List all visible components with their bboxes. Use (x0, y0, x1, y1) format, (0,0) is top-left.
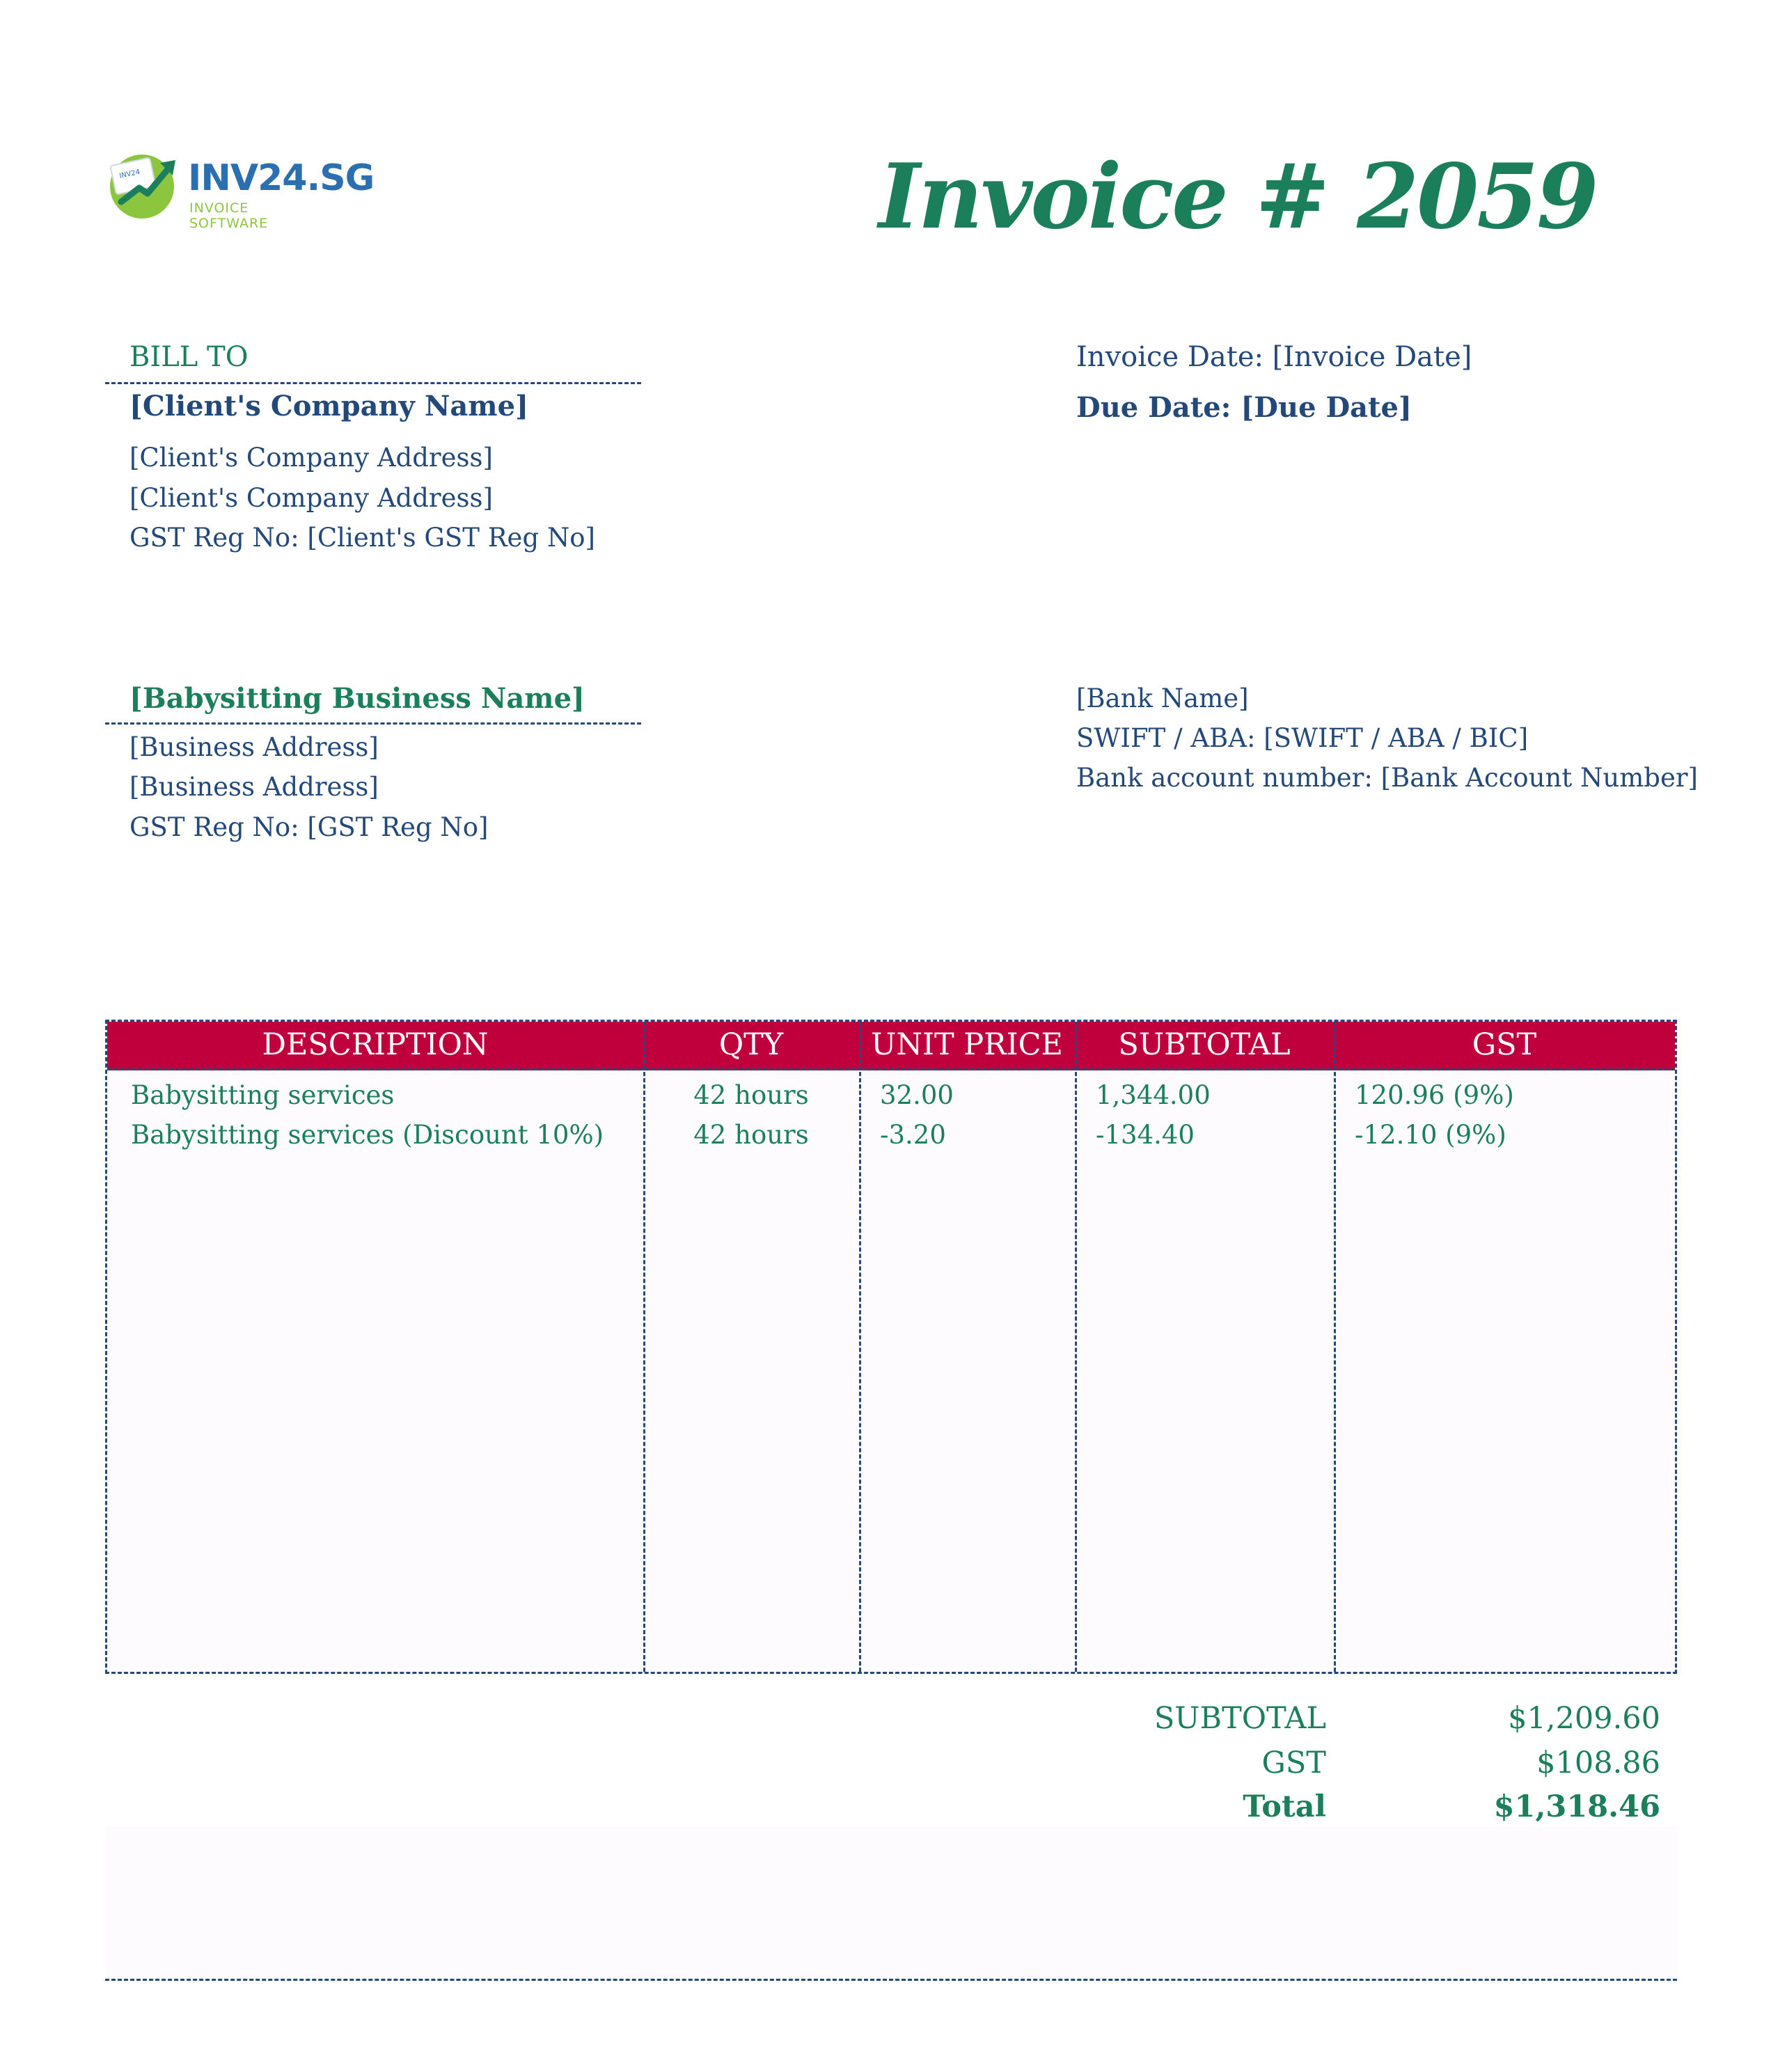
company-logo (106, 148, 375, 231)
total-label: Total (1243, 1789, 1326, 1824)
header-gst: GST (1472, 1027, 1537, 1062)
logo-icon (106, 148, 182, 224)
row-gst: 120.96 (9%) (1355, 1080, 1514, 1110)
subtotal-label: SUBTOTAL (1154, 1701, 1326, 1736)
invoice-title: Invoice # 2059 (879, 145, 1597, 249)
table-header (107, 1022, 1675, 1070)
bill-to-heading: BILL TO (129, 341, 249, 373)
row-description: Babysitting services (131, 1080, 395, 1110)
row-gst: -12.10 (9%) (1355, 1120, 1506, 1150)
gst-label: GST (1261, 1746, 1326, 1780)
column-divider (1075, 1022, 1077, 1672)
row-description: Babysitting services (Discount 10%) (131, 1120, 604, 1150)
logo-brand: INV24.SG (188, 157, 375, 199)
row-unit-price: 32.00 (880, 1080, 954, 1110)
business-address-1: [Business Address] (129, 732, 379, 762)
business-gst: GST Reg No: [GST Reg No] (129, 812, 489, 842)
logo-tagline: INVOICE SOFTWARE (189, 200, 269, 231)
client-gst: GST Reg No: [Client's GST Reg No] (129, 523, 595, 553)
business-name: [Babysitting Business Name] (129, 682, 585, 715)
business-divider (105, 722, 641, 725)
header-unit-price: UNIT PRICE (871, 1027, 1063, 1062)
header-description: DESCRIPTION (262, 1027, 489, 1062)
footer-divider (105, 1979, 1677, 1981)
header-qty: QTY (718, 1027, 784, 1062)
row-subtotal: 1,344.00 (1096, 1080, 1211, 1110)
header-subtotal: SUBTOTAL (1118, 1027, 1291, 1062)
gst-value: $108.86 (1536, 1746, 1660, 1780)
row-subtotal: -134.40 (1096, 1120, 1195, 1150)
business-address-2: [Business Address] (129, 772, 379, 802)
bank-account: Bank account number: [Bank Account Number] (1076, 763, 1698, 793)
client-address-2: [Client's Company Address] (129, 483, 493, 513)
items-table (105, 1020, 1677, 1674)
subtotal-value: $1,209.60 (1508, 1701, 1660, 1736)
row-qty: 42 hours (693, 1120, 809, 1150)
bank-swift: SWIFT / ABA: [SWIFT / ABA / BIC] (1076, 723, 1529, 753)
column-divider (859, 1022, 861, 1672)
row-unit-price: -3.20 (880, 1120, 946, 1150)
total-value: $1,318.46 (1493, 1789, 1660, 1824)
client-company-name: [Client's Company Name] (129, 390, 529, 422)
notes-area (105, 1827, 1677, 1980)
column-divider (1334, 1022, 1336, 1672)
row-qty: 42 hours (693, 1080, 809, 1110)
bank-name: [Bank Name] (1076, 683, 1249, 713)
due-date: Due Date: [Due Date] (1076, 391, 1412, 424)
bill-to-divider (105, 382, 641, 384)
svg-text:INV24: INV24 (118, 168, 141, 180)
invoice-date: Invoice Date: [Invoice Date] (1076, 341, 1472, 373)
client-address-1: [Client's Company Address] (129, 443, 493, 473)
